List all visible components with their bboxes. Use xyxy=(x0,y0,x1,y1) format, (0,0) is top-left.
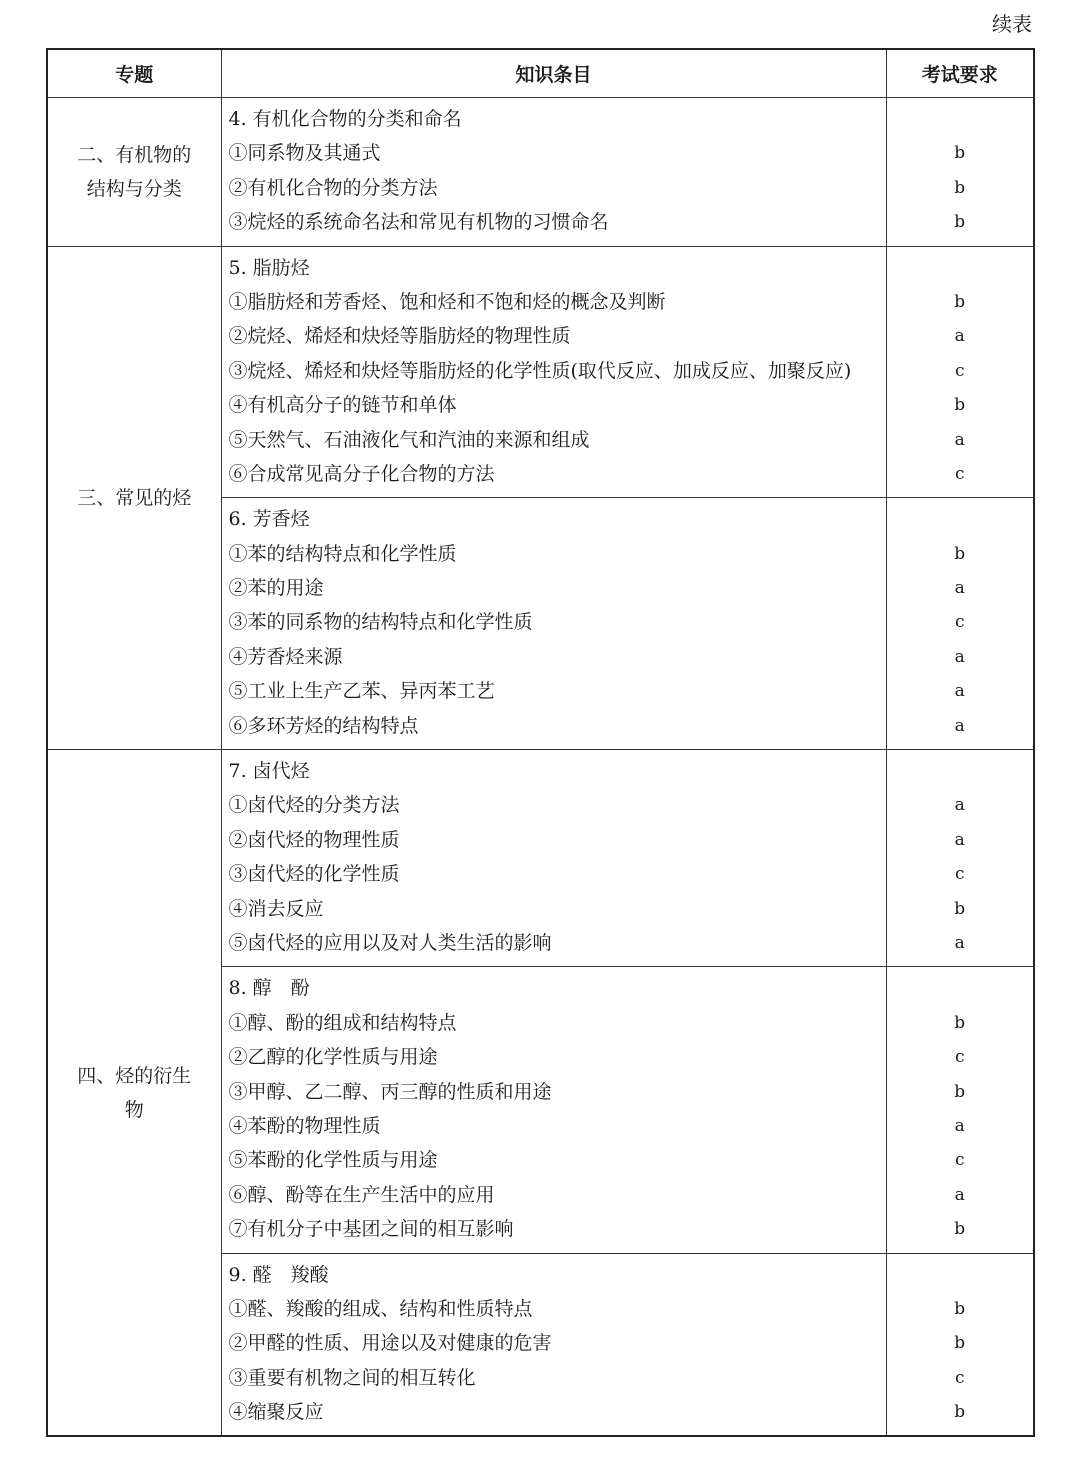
requirement-level: a xyxy=(954,932,965,953)
requirement-level: c xyxy=(954,864,965,885)
knowledge-item: ①醇、酚的组成和结构特点 xyxy=(228,1011,457,1034)
knowledge-cell xyxy=(221,246,886,498)
knowledge-item: ⑥醇、酚等在生产生活中的应用 xyxy=(228,1183,495,1206)
knowledge-section xyxy=(222,750,886,966)
requirement-level: b xyxy=(954,212,966,233)
requirement-section xyxy=(887,967,1034,1252)
table-row xyxy=(47,750,1034,967)
table-row xyxy=(47,98,1034,247)
requirement-level: b xyxy=(954,1081,966,1102)
topic-name xyxy=(69,481,199,515)
knowledge-item: ①醛、羧酸的组成、结构和性质特点 xyxy=(228,1297,533,1320)
requirement-section xyxy=(887,750,1034,966)
knowledge-section xyxy=(222,247,886,498)
knowledge-item: ④消去反应 xyxy=(228,897,324,920)
requirement-level: a xyxy=(954,1115,965,1136)
requirement-spacer xyxy=(887,967,1034,1005)
requirement-cell xyxy=(886,98,1034,247)
topic-name-line: 四、烃的衍生物 xyxy=(77,1064,192,1121)
knowledge-item: ③烷烃的系统命名法和常见有机物的习惯命名 xyxy=(228,211,609,234)
requirement-level: b xyxy=(954,1012,966,1033)
requirement-section xyxy=(887,498,1034,749)
requirement-level: a xyxy=(954,715,965,736)
requirement-spacer xyxy=(887,247,1034,285)
knowledge-item: ⑦有机分子中基团之间的相互影响 xyxy=(228,1218,514,1241)
requirement-cell xyxy=(886,246,1034,498)
topic-name-line: 二、有机物的 xyxy=(77,143,192,166)
knowledge-item: ③重要有机物之间的相互转化 xyxy=(228,1366,476,1389)
knowledge-item: ④缩聚反应 xyxy=(228,1401,324,1424)
knowledge-item: ③苯的同系物的结构特点和化学性质 xyxy=(228,611,533,634)
continuation-label: 续表 xyxy=(992,12,1032,36)
requirement-level: a xyxy=(954,795,965,816)
requirement-section xyxy=(887,1254,1034,1436)
knowledge-item: ⑤天然气、石油液化气和汽油的来源和组成 xyxy=(228,428,590,451)
requirement-cell xyxy=(886,750,1034,967)
header-row xyxy=(47,49,1034,98)
knowledge-item: ②有机化合物的分类方法 xyxy=(228,176,438,199)
requirement-level: b xyxy=(954,543,966,564)
knowledge-item: ④有机高分子的链节和单体 xyxy=(228,394,457,417)
knowledge-item: ①苯的结构特点和化学性质 xyxy=(228,542,457,565)
requirement-spacer xyxy=(887,1254,1034,1292)
knowledge-item: ⑥合成常见高分子化合物的方法 xyxy=(228,462,495,485)
requirement-level: b xyxy=(954,898,966,919)
knowledge-item: ③甲醇、乙二醇、丙三醇的性质和用途 xyxy=(228,1080,552,1103)
knowledge-cell xyxy=(221,750,886,967)
section-title: 6. 芳香烃 xyxy=(228,508,310,531)
knowledge-item: ⑥多环芳烃的结构特点 xyxy=(228,714,419,737)
knowledge-item: ④芳香烃来源 xyxy=(228,645,343,668)
knowledge-item: ①卤代烃的分类方法 xyxy=(228,794,400,817)
requirement-level: c xyxy=(954,1367,965,1388)
knowledge-item: ③烷烃、烯烃和炔烃等脂肪烃的化学性质(取代反应、加成反应、加聚反应) xyxy=(228,359,852,382)
requirement-level: b xyxy=(954,291,966,312)
requirement-level: a xyxy=(954,646,965,667)
requirement-spacer xyxy=(887,498,1034,536)
requirement-level: b xyxy=(954,395,966,416)
requirement-level: a xyxy=(954,1184,965,1205)
table-body xyxy=(47,98,1034,1437)
requirement-level: c xyxy=(954,360,965,381)
requirement-level: b xyxy=(954,1219,966,1240)
requirement-level: c xyxy=(954,1150,965,1171)
section-title: 5. 脂肪烃 xyxy=(228,256,310,279)
knowledge-item: ②乙醇的化学性质与用途 xyxy=(228,1046,438,1069)
requirement-section xyxy=(887,98,1034,246)
knowledge-cell xyxy=(221,98,886,247)
requirement-section xyxy=(887,247,1034,498)
topic-cell xyxy=(47,246,221,749)
topic-name-line: 三、常见的烃 xyxy=(77,486,192,509)
knowledge-item: ⑤卤代烃的应用以及对人类生活的影响 xyxy=(228,931,552,954)
topic-name xyxy=(69,138,199,206)
requirement-spacer xyxy=(887,750,1034,788)
knowledge-section xyxy=(222,498,886,749)
knowledge-item: ③卤代烃的化学性质 xyxy=(228,863,400,886)
knowledge-item: ②苯的用途 xyxy=(228,577,324,600)
requirement-level: b xyxy=(954,1402,966,1423)
requirement-level: a xyxy=(954,829,965,850)
requirement-level: a xyxy=(954,681,965,702)
requirement-level: c xyxy=(954,463,965,484)
knowledge-section xyxy=(222,98,886,246)
section-title: 4. 有机化合物的分类和命名 xyxy=(228,108,462,130)
requirement-level: a xyxy=(954,326,965,347)
knowledge-item: ②卤代烃的物理性质 xyxy=(228,828,400,851)
header-knowledge: 知识条目 xyxy=(221,49,886,98)
knowledge-item: ②烷烃、烯烃和炔烃等脂肪烃的物理性质 xyxy=(228,325,571,348)
knowledge-cell xyxy=(221,498,886,750)
topic-cell xyxy=(47,98,221,247)
knowledge-item: ⑤工业上生产乙苯、异丙苯工艺 xyxy=(228,680,495,703)
header-topic: 专题 xyxy=(47,49,221,98)
topic-name-line: 结构与分类 xyxy=(86,177,182,200)
section-title: 8. 醇 酚 xyxy=(228,977,310,1000)
requirement-spacer xyxy=(887,98,1034,136)
syllabus-table xyxy=(46,48,1035,1437)
knowledge-section xyxy=(222,967,886,1252)
knowledge-cell xyxy=(221,967,886,1253)
requirement-level: b xyxy=(954,1333,966,1354)
requirement-level: b xyxy=(954,143,966,164)
requirement-cell xyxy=(886,967,1034,1253)
requirement-level: c xyxy=(954,1047,965,1068)
requirement-level: a xyxy=(954,429,965,450)
knowledge-cell xyxy=(221,1253,886,1436)
requirement-cell xyxy=(886,1253,1034,1436)
topic-name xyxy=(69,1059,199,1127)
table-row xyxy=(47,246,1034,498)
knowledge-item: ①脂肪烃和芳香烃、饱和烃和不饱和烃的概念及判断 xyxy=(228,290,666,313)
section-title: 7. 卤代烃 xyxy=(228,760,310,783)
requirement-cell xyxy=(886,498,1034,750)
topic-cell xyxy=(47,750,221,1437)
requirement-level: b xyxy=(954,1298,966,1319)
knowledge-item: ④苯酚的物理性质 xyxy=(228,1114,381,1137)
section-title: 9. 醛 羧酸 xyxy=(228,1263,329,1286)
knowledge-item: ⑤苯酚的化学性质与用途 xyxy=(228,1149,438,1172)
knowledge-item: ①同系物及其通式 xyxy=(228,142,381,165)
header-requirement: 考试要求 xyxy=(886,49,1034,98)
requirement-level: b xyxy=(954,177,966,198)
requirement-level: a xyxy=(954,578,965,599)
knowledge-section xyxy=(222,1254,886,1436)
knowledge-item: ②甲醛的性质、用途以及对健康的危害 xyxy=(228,1332,552,1355)
requirement-level: c xyxy=(954,612,965,633)
